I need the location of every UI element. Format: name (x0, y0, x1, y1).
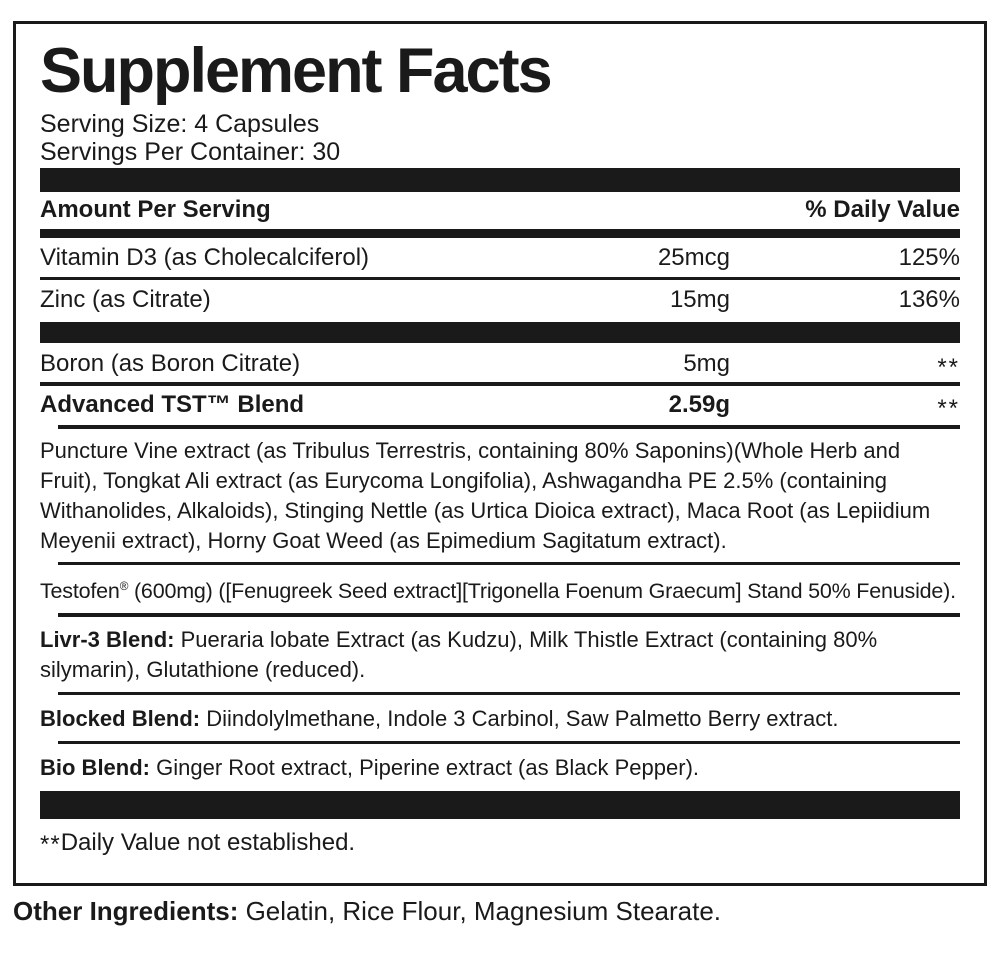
serving-size: Serving Size: 4 Capsules (40, 110, 320, 138)
daily-value-header: % Daily Value (805, 196, 960, 223)
tst-blend-description: Puncture Vine extract (as Tribulus Terrestris, containing 80% Saponins)(Whole Herb and Fruit), Tongkat Ali extract (as Eurycoma Longifolia), Ashwagandha PE 2.5% (containing Withanolides, Alkaloids), Stinging Nettle (as Urtica Dioica extract), Maca Root (as Lepiidium Meyenii extract), Horny Goat Weed (as Epimedium Sagitatum extract). (40, 438, 931, 553)
other-ingredients-line (13, 896, 721, 926)
bio-blend-label: Bio Blend: (40, 755, 150, 781)
thick-divider-bar-top (40, 168, 960, 192)
nutrient-daily-value: 125% (898, 244, 960, 271)
testofen-ingredient-line (40, 572, 960, 606)
header-divider-bar (40, 229, 960, 238)
nutrient-daily-value: 136% (898, 286, 960, 313)
livr3-blend-text: Pueraria lobate Extract (as Kudzu), Milk Thistle Extract (containing 80% silymarin), Glutathione (reduced). (40, 627, 878, 683)
other-ingredients-label: Other Ingredients: (13, 896, 239, 926)
blocked-blend-line (40, 704, 960, 733)
sub-section-divider (58, 692, 960, 695)
footnote-asterisks: ** (40, 831, 61, 859)
nutrient-name: Vitamin D3 (as Cholecalciferol) (40, 244, 370, 271)
nutrient-amount: 15mg (669, 286, 730, 313)
nutrient-row-advanced-tst-blend (40, 386, 960, 425)
testofen-name: Testofen (40, 579, 120, 604)
nutrient-row-boron (40, 343, 960, 382)
blend-name: Advanced TST™ Blend (40, 391, 305, 418)
sub-section-divider (58, 741, 960, 744)
bio-blend-text: Ginger Root extract, Piperine extract (as Black Pepper). (150, 755, 700, 781)
nutrient-row-zinc (40, 280, 960, 319)
nutrient-row-vitamin-d3 (40, 238, 960, 277)
table-header-row (40, 196, 960, 224)
nutrient-daily-value: ** (937, 354, 960, 381)
nutrient-amount: 5mg (683, 350, 730, 377)
sub-section-divider (58, 613, 960, 617)
livr3-blend-label: Livr-3 Blend: (40, 627, 175, 653)
thick-divider-bar-bottom (40, 791, 960, 819)
daily-value-footnote (40, 829, 960, 857)
blocked-blend-label: Blocked Blend: (40, 706, 201, 732)
nutrient-amount: 25mcg (657, 244, 730, 271)
nutrient-name: Zinc (as Citrate) (40, 286, 211, 313)
sub-section-divider (58, 425, 960, 429)
thick-divider-bar-middle (40, 322, 960, 343)
blend-amount: 2.59g (668, 391, 730, 418)
testofen-details: (600mg) ([Fenugreek Seed extract][Trigonella Foenum Graecum] Stand 50% Fenuside). (128, 579, 956, 604)
nutrient-name: Boron (as Boron Citrate) (40, 350, 301, 377)
amount-per-serving-header: Amount Per Serving (40, 196, 271, 223)
sub-section-divider (58, 562, 960, 565)
other-ingredients-text: Gelatin, Rice Flour, Magnesium Stearate. (238, 896, 722, 926)
panel-title: Supplement Facts (40, 36, 551, 106)
footnote-text: Daily Value not established. (60, 829, 356, 857)
registered-trademark-symbol: ® (119, 579, 129, 593)
supplement-facts-panel (13, 21, 987, 886)
panel-content (16, 38, 984, 857)
bio-blend-line (40, 753, 960, 782)
livr3-blend-line (40, 625, 960, 685)
blocked-blend-text: Diindolylmethane, Indole 3 Carbinol, Saw Palmetto Berry extract. (200, 706, 839, 732)
servings-per-container: Servings Per Container: 30 (40, 138, 341, 166)
blend-daily-value: ** (937, 395, 960, 422)
